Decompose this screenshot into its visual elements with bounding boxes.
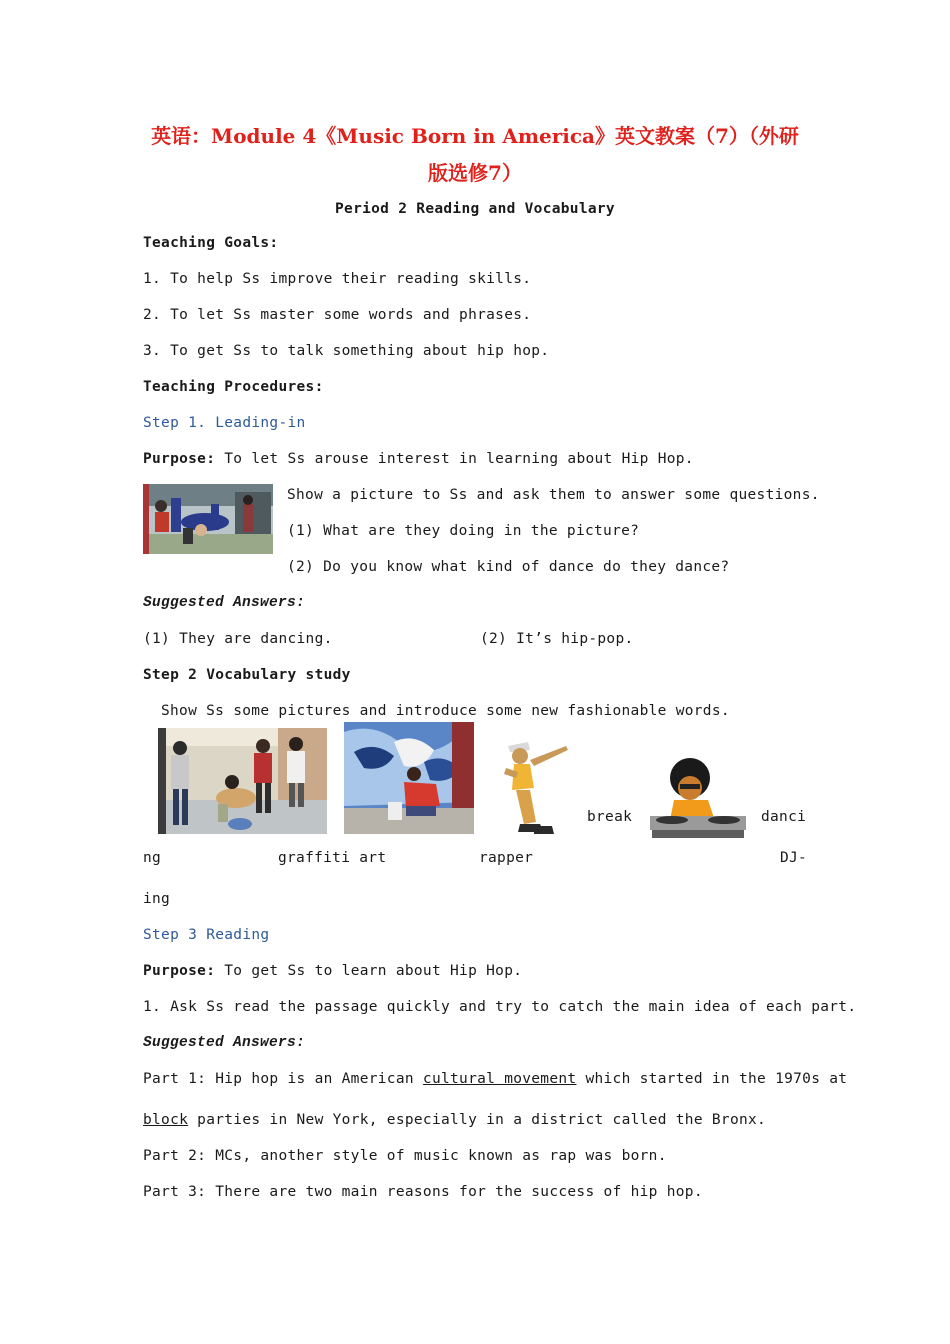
step3-task: 1. Ask Ss read the passage quickly and try to catch the main idea of each part. bbox=[143, 999, 857, 1015]
goal-item-2: 2. To let Ss master some words and phrases. bbox=[143, 307, 532, 323]
suggested-answers-label-1: Suggested Answers: bbox=[143, 595, 306, 611]
step1-intro: Show a picture to Ss and ask them to answer some questions. bbox=[287, 487, 820, 503]
label-dj: DJ- bbox=[780, 850, 808, 866]
step1-answer-1: (1) They are dancing. bbox=[143, 631, 333, 647]
label-ing: ing bbox=[143, 891, 171, 907]
title-line-2: 版选修7） bbox=[428, 161, 522, 185]
purpose-label: Purpose: bbox=[143, 963, 216, 979]
part2-text: Part 2: MCs, another style of music known as rap was born. bbox=[143, 1148, 667, 1164]
label-break: break bbox=[587, 809, 633, 825]
part1-text-a: Part 1: Hip hop is an American bbox=[143, 1071, 423, 1087]
part1-text-b: which started in the 1970s at bbox=[576, 1071, 848, 1087]
purpose-label: Purpose: bbox=[143, 451, 216, 467]
label-graffiti-art: graffiti art bbox=[278, 850, 387, 866]
step2-heading: Step 2 Vocabulary study bbox=[143, 667, 351, 683]
dj-cartoon bbox=[650, 758, 746, 844]
document-title bbox=[0, 118, 950, 192]
teaching-goals-heading: Teaching Goals: bbox=[143, 235, 279, 251]
label-ng: ng bbox=[143, 850, 162, 866]
breakdance-photo bbox=[143, 484, 273, 554]
step1-heading: Step 1. Leading-in bbox=[143, 415, 306, 431]
step1-purpose bbox=[143, 451, 694, 467]
teaching-procedures-heading: Teaching Procedures: bbox=[143, 379, 324, 395]
period-subtitle: Period 2 Reading and Vocabulary bbox=[335, 201, 615, 217]
title-line-1: 英语：Module 4《Music Born in America》英文教案（7）（外研 bbox=[151, 124, 799, 148]
step2-intro: Show Ss some pictures and introduce some new fashionable words. bbox=[161, 703, 730, 719]
step3-heading: Step 3 Reading bbox=[143, 927, 270, 943]
label-rapper: rapper bbox=[479, 850, 534, 866]
label-danci: danci bbox=[761, 809, 807, 825]
rapper-cartoon bbox=[500, 738, 572, 838]
suggested-answers-label-2: Suggested Answers: bbox=[143, 1035, 306, 1051]
step1-answer-2: (2) It’s hip-pop. bbox=[480, 631, 634, 647]
part1-line1 bbox=[143, 1071, 847, 1087]
step1-question-1: (1) What are they doing in the picture? bbox=[287, 523, 640, 539]
part1-line2 bbox=[143, 1112, 766, 1128]
goal-item-3: 3. To get Ss to talk something about hip hop. bbox=[143, 343, 550, 359]
step1-question-2: (2) Do you know what kind of dance do they dance? bbox=[287, 559, 730, 575]
part3-text: Part 3: There are two main reasons for the success of hip hop. bbox=[143, 1184, 703, 1200]
goal-item-1: 1. To help Ss improve their reading skills. bbox=[143, 271, 532, 287]
purpose-text: To let Ss arouse interest in learning about Hip Hop. bbox=[215, 451, 694, 467]
graffiti-art-photo bbox=[344, 722, 474, 834]
part1-underlined-block: block bbox=[143, 1112, 189, 1128]
purpose-text: To get Ss to learn about Hip Hop. bbox=[215, 963, 523, 979]
part1-text-c: parties in New York, especially in a district called the Bronx. bbox=[188, 1112, 767, 1128]
step3-purpose bbox=[143, 963, 522, 979]
break-dancing-photo bbox=[158, 728, 327, 834]
part1-underlined-cultural-movement: cultural movement bbox=[422, 1071, 577, 1087]
